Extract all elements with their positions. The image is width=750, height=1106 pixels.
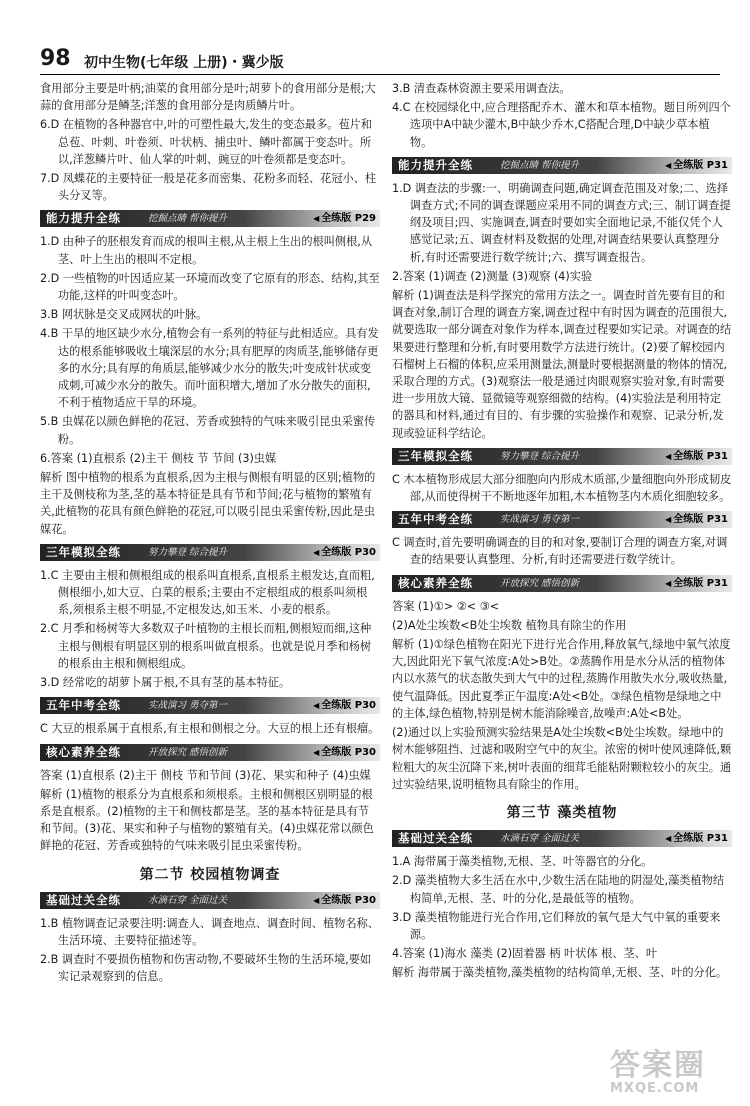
answer-paragraph: 1.A 海带属于藻类植物,无根、茎、叶等器官的分化。 <box>392 855 653 869</box>
section-bar-subtitle: 努力攀登 综合提升 <box>148 546 228 558</box>
section-bar-subtitle: 水滴石穿 全面过关 <box>148 894 228 906</box>
section-bar <box>392 830 732 847</box>
answer-paragraph: 3.B 清查森林资源主要采用调查法。 <box>392 82 571 95</box>
answer-paragraph: 1.D 调查法的步骤:一、明确调查问题,确定调查范围及对象;二、选择调查方式;不同的调查课题应采用不同的调查方式;三、制订调查提纲及项目;四、实施调查,调查时要如实全面地记录,不能仅凭个人感觉记录;五、调查材料及数据的处理,对调查结果要认真整理分析,有时还需要进行数学统计;六、撰写调查报告。 <box>392 181 731 264</box>
section-bar <box>40 697 380 714</box>
page-header <box>40 46 720 75</box>
answer-paragraph: 5.B 虫媒花以颜色鲜艳的花冠、芳香或独特的气味来吸引昆虫采蜜传粉。 <box>40 415 376 446</box>
answer-paragraph: 4.B 干旱的地区缺少水分,植物会有一系列的特征与此相适应。具有发达的根系能够吸收土壤深层的水分;具有肥厚的肉质茎,能够储存更多的水分;具有厚的角质层,能够减少水分的散失;叶变成针状或变成刺,可减少水分的散失。而叶面积增大,增加了水分散失的面积,不利于植物适应干旱的环境。 <box>40 327 379 410</box>
answer-paragraph: 6.答案 (1)直根系 (2)主干 侧枝 节 节间 (3)虫媒 <box>40 451 277 465</box>
book-title: 初中生物(七年级 上册)・冀少版 <box>84 55 284 71</box>
section-bar-label: 核心素养全练 <box>398 575 473 590</box>
section-bar-subtitle: 挖掘点睛 帮你提升 <box>148 213 228 225</box>
answer-paragraph: 解析 (1)调查法是科学探究的常用方法之一。调查时首先要有目的和调查对象,制订合理的调查方案,调查过程中有时因为调查的范围很大,就要选取一部分调查对象作为样本,调查过程要如实记录。对调查的结果要进行整理和分析,有时要用数学方法进行统计。(2)要了解校园内石榴树上石榴的体积,应采用测量法,测量时要根据测量的物体的情况,采取合理的方式。(3)观察法一般是通过肉眼观察实验对象,有时需要进一步用放大镜、显微镜等观察细微的结构。(4)实验法是利用特定的器具和材料,通过有目的、有步骤的实验操作和观察、记录分析,发现或验证科学结论。 <box>392 289 732 440</box>
answer-paragraph: 2.答案 (1)调查 (2)测量 (3)观察 (4)实验 <box>392 269 593 283</box>
section-bar-reference: ◀ 全练版 P31 <box>665 450 728 463</box>
section-bar-reference: ◀ 全练版 P31 <box>665 577 728 590</box>
right-column <box>392 80 732 1090</box>
answer-paragraph: C 调查时,首先要明确调查的目的和对象,要制订合理的调查方案,对调查的结果要认真整理、分析,有时还需要进行数学统计。 <box>392 536 728 567</box>
section-bar-label: 三年模拟全练 <box>398 448 473 463</box>
section-bar-subtitle: 实战演习 勇夺第一 <box>500 514 580 526</box>
answer-paragraph: 答案 (1)①> ②< ③< <box>392 599 500 613</box>
section-bar-reference: ◀ 全练版 P29 <box>313 212 376 225</box>
answer-paragraph: 2.D 藻类植物大多生活在水中,少数生活在陆地的阴湿处,藻类植物结构简单,无根、茎、叶的分化,是最低等的植物。 <box>392 874 725 905</box>
section-bar-label: 基础过关全练 <box>398 831 473 846</box>
section-bar <box>392 511 732 528</box>
answer-paragraph: 2.C 月季和杨树等大多数双子叶植物的主根长而粗,侧根短而细,这种主根与侧根有明显区别的根系叫做直根系。也就是说月季和杨树的根系由主根和侧根组成。 <box>40 622 372 670</box>
section-bar <box>40 744 380 761</box>
answer-paragraph: 4.答案 (1)海水 藻类 (2)固着器 柄 叶状体 根、茎、叶 <box>392 947 658 961</box>
section-bar-subtitle: 开放探究 感悟创新 <box>148 746 228 758</box>
answer-paragraph: 解析 海带属于藻类植物,藻类植物的结构简单,无根、茎、叶的分化。 <box>392 966 728 980</box>
section-bar-subtitle: 努力攀登 综合提升 <box>500 450 580 462</box>
section-bar-label: 能力提升全练 <box>46 211 121 226</box>
answer-paragraph: 3.D 经常吃的胡萝卜属于根,不具有茎的基本特征。 <box>40 676 291 690</box>
answer-paragraph: 解析 图中植物的根系为直根系,因为主根与侧根有明显的区别;植物的主干及侧枝称为茎,茎的基本特征是具有节和节间;花与植物的繁殖有关,此植物的花具有颜色鲜艳的花冠,可以吸引昆虫采蜜传粉,因此是虫媒花。 <box>40 471 376 536</box>
answer-paragraph: 2.D 一些植物的叶因适应某一环境而改变了它原有的形态、结构,其至功能,这样的叶叫变态叶。 <box>40 271 380 303</box>
answer-paragraph: 解析 (1)①绿色植物在阳光下进行光合作用,释放氧气,绿地中氧气浓度大,因此阳光下氧气浓度:A处>B处。②蒸腾作用是水分从活的植物体内以水蒸气的状态散失到大气中的过程,蒸腾作用散失水分,吸收热量,使气温降低。因此夏季正午温度:A处<B处。③绿色植物是绿地之中的主体,绿色植物,特别是树木能消除噪音,故噪声:A处<B处。 <box>392 638 731 720</box>
answer-paragraph: 1.B 植物调查记录要注明:调查人、调查地点、调查时间、植物名称、生活环境、主要特征描述等。 <box>40 916 379 947</box>
section-bar-label: 基础过关全练 <box>46 892 121 907</box>
section-bar-reference: ◀ 全练版 P31 <box>665 832 728 845</box>
answer-paragraph: 食用部分主要是叶柄;油菜的食用部分是叶;胡萝卜的食用部分是根;大蒜的食用部分是鳞茎;洋葱的食用部分是肉质鳞片叶。 <box>40 82 376 113</box>
section-bar-reference: ◀ 全练版 P30 <box>313 894 376 907</box>
section-bar-label: 五年中考全练 <box>46 698 121 713</box>
answer-paragraph: 1.D 由种子的胚根发育而成的根叫主根,从主根上生出的根叫侧根,从茎、叶上生出的根叫不定根。 <box>40 235 373 266</box>
answer-paragraph: 答案 (1)直根系 (2)主干 侧枝 节和节间 (3)花、果实和种子 (4)虫媒 <box>40 768 371 782</box>
section-bar <box>40 210 380 227</box>
section-bar-label: 能力提升全练 <box>398 157 473 172</box>
watermark <box>610 1050 740 1100</box>
section-bar-subtitle: 实战演习 勇夺第一 <box>148 700 228 712</box>
section-bar-label: 核心素养全练 <box>46 744 121 759</box>
section-bar-reference: ◀ 全练版 P30 <box>313 546 376 559</box>
section-bar-label: 五年中考全练 <box>398 512 473 527</box>
page-number: 98 <box>40 46 71 71</box>
section-bar <box>40 892 380 909</box>
answer-paragraph: 6.D 在植物的各种器官中,叶的可塑性最大,发生的变态最多。苞片和总苞、叶刺、叶卷须、叶状柄、捕虫叶、鳞叶都属于变态叶。所以,洋葱鳞片叶、仙人掌的叶刺、豌豆的叶卷须都是变态叶。 <box>40 118 373 166</box>
section-bar-subtitle: 挖掘点睛 帮你提升 <box>500 159 580 171</box>
section-bar <box>40 544 380 561</box>
answer-paragraph: 2.B 调查时不要损伤植物和伤害动物,不要破坏生物的生活环境,要如实记录观察到的信息。 <box>40 953 372 984</box>
section-bar-subtitle: 开放探究 感悟创新 <box>500 577 580 589</box>
section-bar <box>392 157 732 174</box>
section-bar-reference: ◀ 全练版 P31 <box>665 159 728 172</box>
answer-paragraph: 1.C 主要由主根和侧根组成的根系叫直根系,直根系主根发达,直而粗,侧根细小,如大豆、白菜的根系;主要由不定根组成的根系叫须根系,须根系主根不明显,不定根发达,如玉米、小麦的根系。 <box>40 568 375 617</box>
watermark-logo: 答案圈 <box>610 1048 706 1083</box>
answer-paragraph: 解析 (1)植物的根系分为直根系和须根系。主根和侧根区别明显的根系是直根系。(2)植物的主干和侧枝都是茎。茎的基本特征是具有节和节间。(3)花、果实和种子与植物的繁殖有关。(4)虫媒花常以颜色鲜艳的花冠、芳香或独特的气味来吸引昆虫采蜜传粉。 <box>40 787 374 853</box>
section-bar <box>392 448 732 465</box>
answer-paragraph: 4.C 在校园绿化中,应合理搭配乔木、灌木和草本植物。题目所列四个选项中A中缺少灌木,B中缺少乔木,C搭配合理,D中缺少草本植物。 <box>392 101 731 149</box>
section-bar-subtitle: 水滴石穿 全面过关 <box>500 833 580 845</box>
answer-paragraph: (2)A处尘埃数<B处尘埃数 植物具有除尘的作用 <box>392 618 627 632</box>
section-bar-reference: ◀ 全练版 P30 <box>313 699 376 712</box>
answer-paragraph: C 木本植物形成层大部分细胞向内形成木质部,少量细胞向外形成韧皮部,从而使得树干不断地逐年加粗,木本植物茎内木质化细胞较多。 <box>392 472 732 504</box>
section-bar-reference: ◀ 全练版 P30 <box>313 746 376 759</box>
answer-paragraph: 3.B 网状脉是交叉成网状的叶脉。 <box>40 308 208 322</box>
answer-paragraph: C 大豆的根系属于直根系,有主根和侧根之分。大豆的根上还有根瘤。 <box>40 722 380 736</box>
left-column <box>40 80 380 1090</box>
answer-paragraph: (2)通过以上实验预测实验结果是A处尘埃数<B处尘埃数。绿地中的树木能够阻挡、过滤和吸附空气中的灰尘。浓密的树叶使风速降低,颗粒粗大的灰尘沉降下来,树叶表面的细茸毛能粘附颗粒较小的灰尘。通过实验结果,说明植物具有除尘的作用。 <box>392 726 732 791</box>
watermark-url: MXQE.COM <box>610 1081 700 1096</box>
section-bar-reference: ◀ 全练版 P31 <box>665 513 728 526</box>
answer-paragraph: 7.D 凤蝶花的主要特征一般是花多而密集、花粉多而轻、花冠小、柱头分叉等。 <box>40 172 377 203</box>
answer-paragraph: 3.D 藻类植物能进行光合作用,它们释放的氧气是大气中氧的重要来源。 <box>392 910 721 941</box>
section-bar <box>392 575 732 592</box>
section-title: 第三节 藻类植物 <box>506 804 618 821</box>
section-title: 第二节 校园植物调查 <box>139 866 281 883</box>
section-bar-label: 三年模拟全练 <box>46 544 121 559</box>
